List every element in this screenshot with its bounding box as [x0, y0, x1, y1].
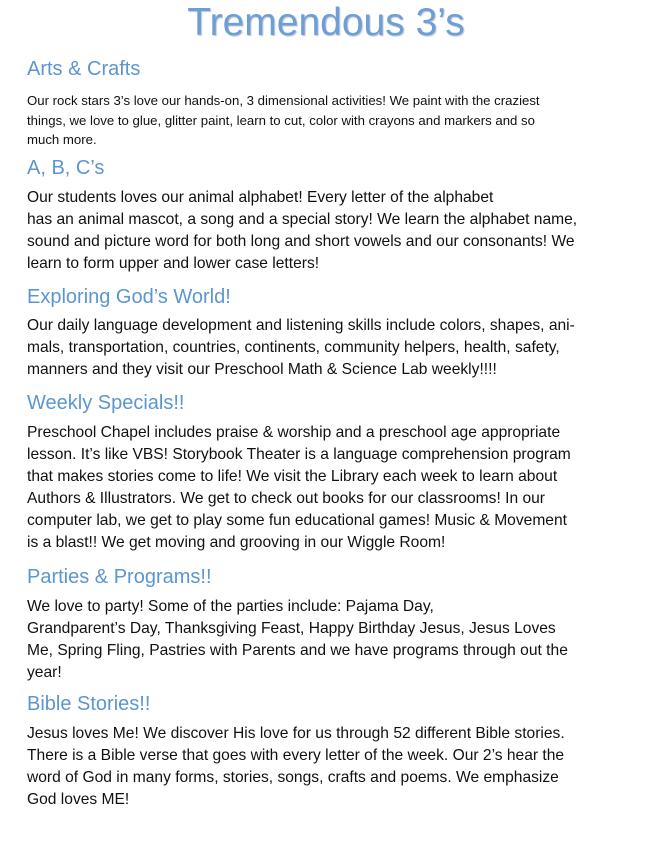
body-line: has an animal mascot, a song and a special story! We learn the alphabet name,	[27, 211, 578, 228]
section-heading-abcs: A, B, C’s	[27, 157, 105, 179]
body-line: computer lab, we get to play some fun educational games! Music & Movement	[27, 512, 567, 529]
section-heading-bible-stories: Bible Stories!!	[27, 693, 151, 715]
body-line: manners and they visit our Preschool Math & Science Lab weekly!!!!	[27, 361, 497, 378]
body-line: mals, transportation, countries, continents, community helpers, health, safety,	[27, 339, 560, 356]
body-line: There is a Bible verse that goes with every letter of the week. Our 2’s hear the	[27, 747, 565, 764]
body-line: Our rock stars 3’s love our hands-on, 3 dimensional activities! We paint with the craziest	[27, 93, 540, 108]
section-body-bible-stories	[27, 723, 627, 811]
section-heading-parties-programs: Parties & Programs!!	[27, 566, 212, 588]
body-line: word of God in many forms, stories, songs, crafts and poems. We emphasize	[27, 769, 559, 786]
body-line: Grandparent’s Day, Thanksgiving Feast, Happy Birthday Jesus, Jesus Loves	[27, 620, 556, 637]
body-line: Jesus loves Me! We discover His love for us through 52 different Bible stories.	[27, 725, 565, 742]
body-line: Our daily language development and listening skills include colors, shapes, ani-	[27, 317, 575, 334]
section-heading-exploring-gods-world: Exploring God’s World!	[27, 286, 231, 308]
body-line: Authors & Illustrators. We get to check out books for our classrooms! In our	[27, 490, 545, 507]
body-line: learn to form upper and lower case letters!	[27, 255, 320, 272]
body-line: things, we love to glue, glitter paint, learn to cut, color with crayons and markers and so	[27, 112, 535, 128]
body-line: sound and picture word for both long and short vowels and our consonants! We	[27, 233, 575, 250]
page-title: Tremendous 3’s	[187, 1, 465, 44]
section-parties-programs	[27, 565, 627, 684]
body-line: Our students loves our animal alphabet! Every letter of the alphabet	[27, 189, 494, 206]
body-line: Preschool Chapel includes praise & worship and a preschool age appropriate	[27, 424, 561, 441]
body-line: that makes stories come to life! We visit the Library each week to learn about	[27, 468, 558, 485]
section-body-arts-crafts	[27, 91, 627, 150]
body-line: God loves ME!	[27, 791, 130, 808]
section-heading-arts-crafts: Arts & Crafts	[27, 58, 141, 80]
body-line: Me, Spring Fling, Pastries with Parents and we have programs through out the	[27, 642, 568, 659]
body-line: much more.	[27, 132, 97, 147]
section-body-abcs	[27, 187, 627, 275]
section-body-exploring-gods-world	[27, 315, 627, 381]
section-arts-crafts	[27, 57, 627, 150]
section-body-weekly-specials	[27, 422, 627, 554]
body-line: year!	[27, 664, 62, 681]
body-line: We love to party! Some of the parties include: Pajama Day,	[27, 598, 434, 615]
body-line: lesson. It’s like VBS! Storybook Theater is a language comprehension program	[27, 446, 571, 463]
body-line: is a blast!! We get moving and grooving in our Wiggle Room!	[27, 534, 446, 551]
section-abcs	[27, 156, 627, 275]
section-weekly-specials	[27, 391, 627, 554]
section-heading-weekly-specials: Weekly Specials!!	[27, 392, 185, 414]
section-body-parties-programs	[27, 596, 627, 684]
section-bible-stories	[27, 692, 627, 811]
section-exploring-gods-world	[27, 285, 627, 381]
